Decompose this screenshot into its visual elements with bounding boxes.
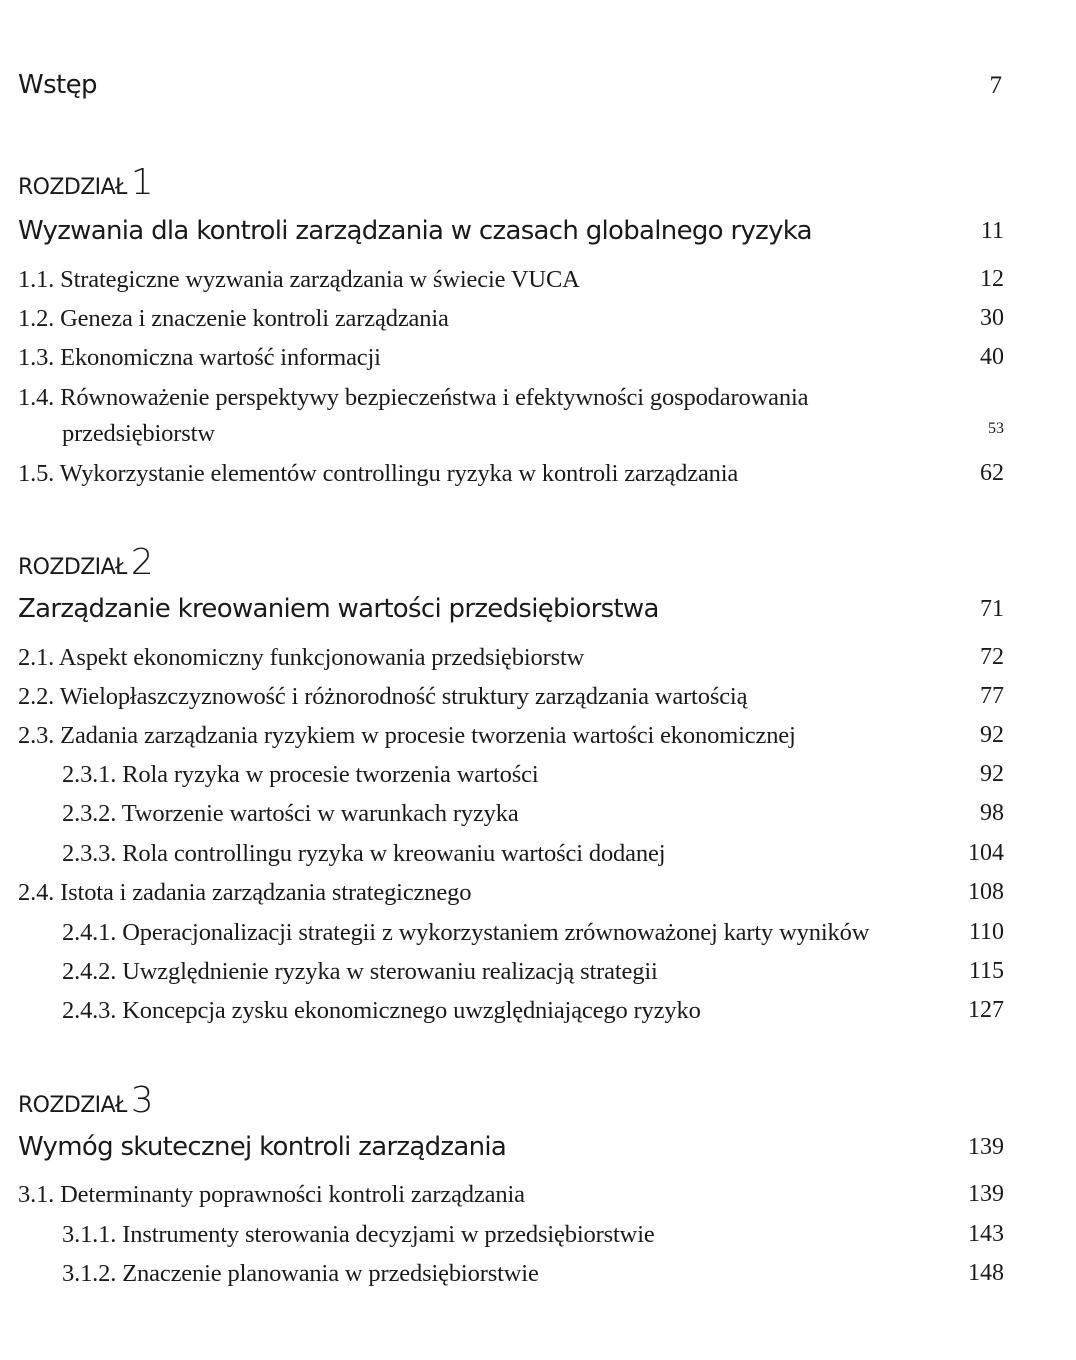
- entry-title: [18, 722, 796, 750]
- entry-page-number: 115: [968, 958, 1004, 984]
- entry-number: 1.1.: [18, 266, 55, 293]
- entry-number: 2.2.: [18, 683, 55, 710]
- chapter-word: ROZDZIAŁ: [18, 175, 127, 200]
- chapter-number: 3: [130, 1080, 154, 1121]
- entry-number: 1.5.: [18, 460, 55, 487]
- entry-title: [18, 1181, 525, 1209]
- chapter-label: [18, 162, 154, 203]
- entry-title: [62, 840, 665, 868]
- entry-title: [18, 266, 580, 294]
- entry-number: 3.1.1.: [62, 1221, 117, 1248]
- entry-text: Zadania zarządzania ryzykiem w procesie tworzenia wartości ekonomicznej: [60, 722, 796, 749]
- entry-title: [18, 384, 808, 412]
- entry-title: [62, 1260, 539, 1288]
- entry-number: 2.4.3.: [62, 997, 117, 1024]
- entry-title: [62, 761, 539, 789]
- entry-title: Wstęp: [18, 70, 97, 100]
- entry-number: 1.3.: [18, 344, 55, 371]
- entry-page-number: 40: [980, 344, 1004, 370]
- entry-text: Rola ryzyka w procesie tworzenia wartości: [122, 761, 539, 788]
- chapter-word: ROZDZIAŁ: [18, 555, 127, 580]
- entry-title-continuation: przedsiębiorstw: [62, 420, 215, 447]
- entry-text: Równoważenie perspektywy bezpieczeństwa i efektywności gospodarowania: [60, 384, 809, 411]
- entry-text: Uwzględnienie ryzyka w sterowaniu realizacją strategii: [122, 958, 658, 985]
- chapter-page-number: 11: [980, 218, 1004, 244]
- entry-number: 2.4.2.: [62, 958, 117, 985]
- entry-page-number: 53: [988, 420, 1004, 437]
- entry-number: 3.1.2.: [62, 1260, 117, 1287]
- entry-page-number: 92: [980, 761, 1004, 787]
- entry-title: [18, 305, 449, 333]
- chapter-number: 2: [130, 542, 154, 583]
- entry-number: 1.2.: [18, 305, 55, 332]
- entry-title: [62, 919, 869, 947]
- entry-title: [62, 800, 519, 828]
- entry-text: Instrumenty sterowania decyzjami w przedsiębiorstwie: [122, 1221, 655, 1248]
- chapter-word: ROZDZIAŁ: [18, 1093, 127, 1118]
- chapter-page-number: 139: [968, 1134, 1004, 1160]
- entry-text: Ekonomiczna wartość informacji: [60, 344, 381, 371]
- entry-page-number: 139: [968, 1181, 1004, 1207]
- entry-text: Operacjonalizacji strategii z wykorzystaniem zrównoważonej karty wyników: [122, 919, 870, 946]
- entry-number: 2.4.1.: [62, 919, 117, 946]
- entry-text: Aspekt ekonomiczny funkcjonowania przedsiębiorstw: [58, 644, 585, 671]
- entry-page-number: 30: [980, 305, 1004, 331]
- entry-page-number: 12: [980, 266, 1004, 292]
- entry-title: [18, 460, 738, 488]
- entry-page-number: 110: [968, 919, 1004, 945]
- entry-number: 2.1.: [18, 644, 55, 671]
- entry-page-number: 92: [980, 722, 1004, 748]
- entry-page-number: 72: [980, 644, 1004, 670]
- entry-number: 3.1.: [18, 1181, 55, 1208]
- chapter-label: [18, 542, 154, 583]
- entry-number: 1.4.: [18, 384, 55, 411]
- entry-number: 2.3.: [18, 722, 55, 749]
- entry-page-number: 108: [968, 879, 1004, 905]
- entry-text: Koncepcja zysku ekonomicznego uwzględniającego ryzyko: [122, 997, 701, 1024]
- entry-page-number: 148: [968, 1260, 1004, 1286]
- entry-title: [62, 997, 701, 1025]
- entry-title: [18, 683, 747, 711]
- entry-page-number: 7: [989, 72, 1002, 99]
- entry-text: Geneza i znaczenie kontroli zarządzania: [60, 305, 449, 332]
- entry-title: [62, 1221, 655, 1249]
- entry-number: 2.4.: [18, 879, 55, 906]
- entry-title: [62, 958, 658, 986]
- entry-text: Determinanty poprawności kontroli zarządzania: [60, 1181, 525, 1208]
- entry-page-number: 127: [968, 997, 1004, 1023]
- chapter-title: Wyzwania dla kontroli zarządzania w czasach globalnego ryzyka: [18, 216, 812, 246]
- entry-page-number: 62: [980, 460, 1004, 486]
- entry-number: 2.3.2.: [62, 800, 117, 827]
- entry-page-number: 143: [968, 1221, 1004, 1247]
- entry-text: Rola controllingu ryzyka w kreowaniu wartości dodanej: [122, 840, 666, 867]
- entry-text: Wielopłaszczyznowość i różnorodność struktury zarządzania wartością: [59, 683, 748, 710]
- entry-number: 2.3.3.: [62, 840, 117, 867]
- entry-title: [18, 644, 584, 672]
- chapter-page-number: 71: [980, 596, 1004, 622]
- entry-page-number: 77: [980, 683, 1004, 709]
- entry-page-number: 104: [968, 840, 1004, 866]
- chapter-label: [18, 1080, 154, 1121]
- entry-text: Istota i zadania zarządzania strategicznego: [60, 879, 472, 906]
- entry-page-number: 98: [980, 800, 1004, 826]
- entry-text: Tworzenie wartości w warunkach ryzyka: [121, 800, 519, 827]
- chapter-title: Zarządzanie kreowaniem wartości przedsiębiorstwa: [18, 594, 659, 624]
- entry-text: Znaczenie planowania w przedsiębiorstwie: [122, 1260, 539, 1287]
- chapter-title: Wymóg skutecznej kontroli zarządzania: [18, 1132, 507, 1162]
- chapter-number: 1: [130, 162, 154, 203]
- entry-text: Wykorzystanie elementów controllingu ryzyka w kontroli zarządzania: [59, 460, 739, 487]
- entry-title: [18, 879, 471, 907]
- entry-text: Strategiczne wyzwania zarządzania w świecie VUCA: [60, 266, 580, 293]
- entry-title: [18, 344, 381, 372]
- entry-number: 2.3.1.: [62, 761, 117, 788]
